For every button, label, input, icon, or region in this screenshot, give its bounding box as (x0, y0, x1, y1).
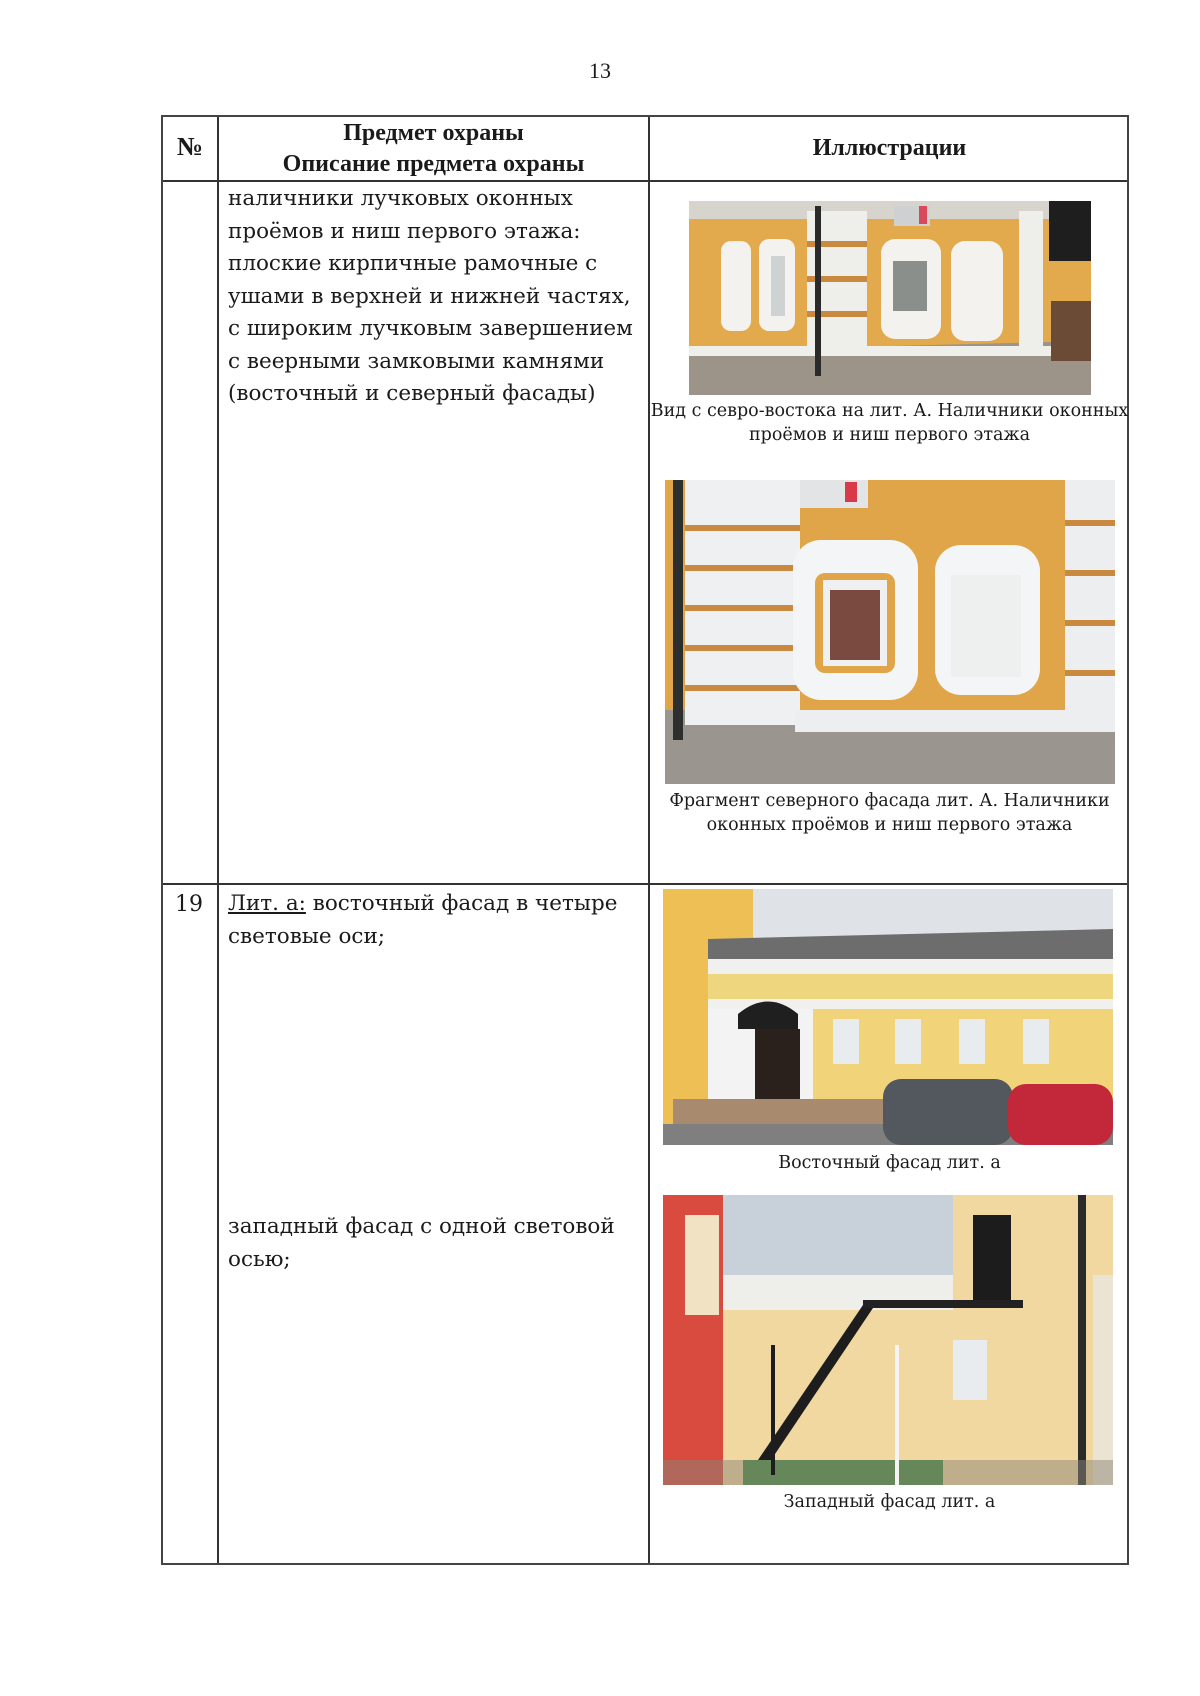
header-number: № (176, 132, 204, 161)
header-subject-title: Предмет охраны (343, 120, 524, 146)
photo-caption: Восточный фасад лит. а (778, 1153, 1001, 1173)
photo-caption: Вид с севро-востока на лит. А. Наличники оконных проёмов и ниш первого этажа (650, 401, 1129, 445)
photo-caption: Западный фасад лит. а (783, 1492, 996, 1512)
facade-photo-2 (665, 480, 1115, 784)
header-illustrations: Иллюстрации (812, 135, 967, 161)
column-divider (648, 117, 650, 1563)
row-number: 19 (175, 892, 203, 917)
east-facade-desc: восточный фасад в четыре световые оси; (228, 891, 618, 949)
row-description-2: западный фасад с одной световой осью; (228, 1214, 615, 1272)
row-description (228, 888, 648, 953)
photo-west-facade (663, 1195, 1113, 1485)
photo-northeast-view (689, 201, 1091, 395)
column-divider (217, 117, 219, 1563)
facade-photo-1 (689, 201, 1091, 395)
facade-photo-3 (663, 889, 1113, 1145)
protection-table (161, 115, 1129, 1565)
header-subject (219, 118, 648, 180)
photo-east-facade (663, 889, 1113, 1145)
page-number: 13 (589, 58, 611, 83)
header-divider (163, 180, 1127, 182)
facade-photo-4 (663, 1195, 1113, 1485)
photo-north-fragment (665, 480, 1115, 784)
header-subject-desc: Описание предмета охраны (282, 151, 585, 177)
photo-caption: Фрагмент северного фасада лит. А. Наличники оконных проёмов и ниш первого этажа (669, 791, 1110, 835)
row-divider (163, 883, 1127, 885)
lit-label: Лит. а: (228, 891, 306, 916)
row-description: наличники лучковых оконных проёмов и ниш первого этажа: плоские кирпичные рамочные с ушами в верхней и нижней частях, с широким лучковым завершением с веерными замковыми камнями (восточный и северный фасады) (228, 186, 633, 406)
